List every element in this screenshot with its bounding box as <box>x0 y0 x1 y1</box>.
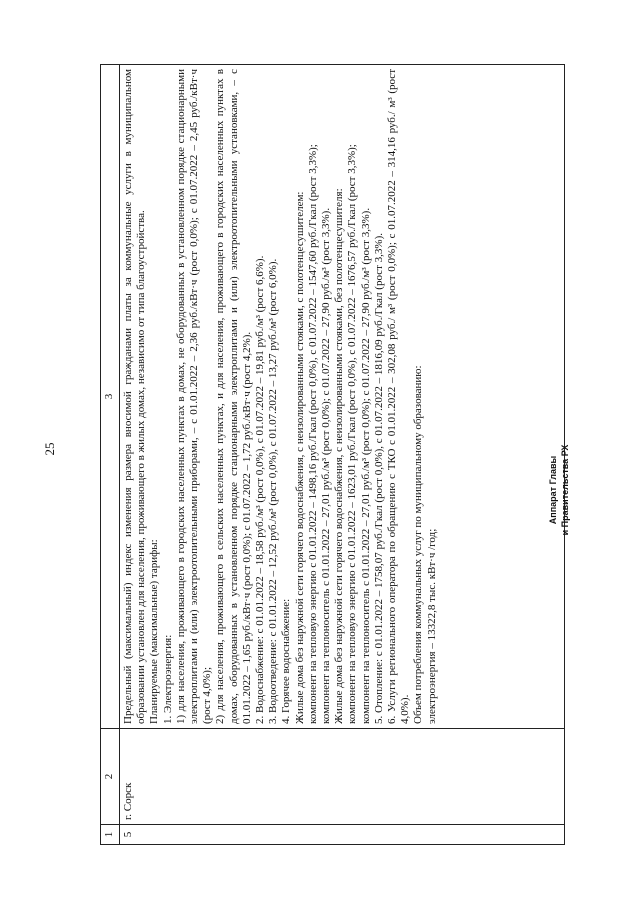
rotated-table-container <box>100 65 580 845</box>
tariff-table <box>100 64 565 845</box>
paragraph: 4. Горячее водоснабжение: <box>280 598 293 724</box>
city-name: г. Сорск <box>120 729 565 825</box>
paragraph: 1. Электроэнергия: <box>161 634 174 724</box>
page-number: 25 <box>42 442 57 456</box>
table-row <box>120 65 565 845</box>
paragraph: Планируемые (максимальные) тарифы: <box>148 539 161 724</box>
paragraph: 2) для населения, проживающего в сельских населенных пунктах, и для населения, проживающего в городских населенных пунктах в домах, оборудованных в установленном порядке стационарными электроплитами и (или) электроотопительными установками, – с 01.01.2022 – 1,65 руб./кВт·ч (рост 0,0%); с 01.07.2022 – 1,72 руб./кВт·ч (рост 4,2%). <box>214 69 253 724</box>
row-number: 5 <box>120 825 565 845</box>
header-cell-3: 3 <box>101 65 120 729</box>
header-cell-2: 2 <box>101 729 120 825</box>
paragraph: компонент на тепловую энергию с 01.01.2022 – 1623,01 руб./Гкал (рост 0,0%), с 01.07.2022 – 1676,57 руб./Гкал (рост 3,3%); <box>346 144 359 724</box>
paragraph: 1) для населения, проживающего в городских населенных пунктах в домах, не оборудованных в установленном порядке стационарными электроплитами и (или) электроотопительными приборами, – с 01.01.2022 – 2,36 руб./кВт·ч (рост 0,0%); с 01.07.2022 – 2,45 руб./кВт·ч (рост 4,0%); <box>174 69 214 724</box>
paragraph: Жилые дома без наружной сети горячего водоснабжения, с неизолированными стояками, без полотенцесушителя: <box>333 188 346 724</box>
paragraph: 2. Водоснабжение: с 01.01.2022 – 18,58 руб./м³ (рост 0,0%), с 01.07.2022 – 19,81 руб./м³ (рост 6,6%). <box>254 255 267 724</box>
office-stamp <box>547 420 579 560</box>
paragraph: компонент на теплоноситель с 01.01.2022 – 27,01 руб./м³ (рост 0,0%); с 01.07.2022 – 27,90 руб./м³ (рост 3,3%). <box>320 207 333 724</box>
paragraph: Предельный (максимальный) индекс изменения размера вносимой гражданами платы за коммунальные услуги в муниципальном образовании установлен для населения, проживающего в жилых домах, независимо от типа благоустройства. <box>122 69 148 724</box>
header-cell-1: 1 <box>101 825 120 845</box>
paragraph: электроэнергия – 13322,8 тыс. кВт·ч /год; <box>425 528 438 724</box>
paragraph: 5. Отопление: с 01.01.2022 – 1758,07 руб./Гкал (рост 0,0%), с 01.07.2022 – 1816,09 руб./Гкал (рост 3,3%). <box>372 233 385 724</box>
paragraph: 3. Водоотведение: с 01.01.2022 – 12,52 руб./м³ (рост 0,0%), с 01.07.2022 – 13,27 руб./м³ (рост 6,0%). <box>267 258 280 724</box>
paragraph: компонент на теплоноситель с 01.01.2022 – 27,01 руб./м³ (рост 0,0%); с 01.07.2022 – 27,90 руб./м³ (рост 3,3%). <box>359 207 372 724</box>
stamp-line-2: и Правительства РХ <box>560 444 570 536</box>
paragraph: Жилые дома без наружной сети горячего водоснабжения, с неизолированными стояками, с полотенцесушителем: <box>293 191 306 724</box>
paragraph: 6. Услуги регионального оператора по обращению с ТКО с 01.01.2022 – 302,08 руб./ м³ (рост 0,0%); с 01.07.2022 – 314,16 руб./ м³ (рост 4,0%). <box>386 69 412 724</box>
table-header-row <box>101 65 120 845</box>
paragraph: Объем потребления коммунальных услуг по муниципальному образованию: <box>412 365 425 724</box>
paragraph: компонент на тепловую энергию с 01.01.2022 – 1498,16 руб./Гкал (рост 0,0%), с 01.07.2022 – 1547,60 руб./Гкал (рост 3,3%); <box>306 144 319 724</box>
stamp-line-1: Аппарат Главы <box>548 455 558 525</box>
tariff-description <box>120 65 565 729</box>
